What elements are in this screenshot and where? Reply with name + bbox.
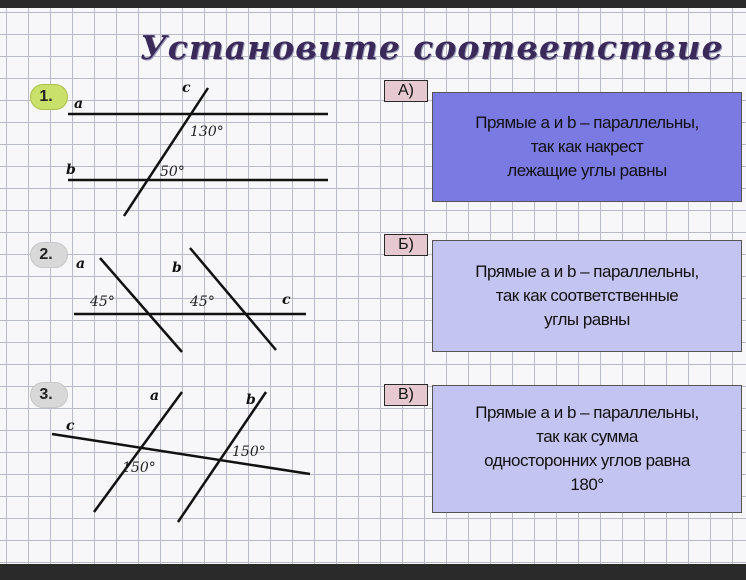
- fig2-angle-1: 45°: [90, 294, 115, 310]
- answer-a-letter: А): [384, 80, 428, 102]
- fig2-angle-2: 45°: [190, 294, 215, 310]
- figure-3: [52, 392, 310, 522]
- fig1-label-b: b: [66, 162, 76, 178]
- fig2-label-c: c: [282, 292, 291, 308]
- fig3-label-a: a: [150, 388, 160, 404]
- fig1-angle-2: 50°: [160, 164, 185, 180]
- answer-a-box: [432, 92, 742, 202]
- problem-2-number: 2.: [30, 242, 68, 268]
- fig3-angle-1: 150°: [232, 444, 266, 460]
- fig2-label-a: a: [76, 256, 86, 272]
- answer-a-text: Прямые a и b – параллельны, так как накрест лежащие углы равны: [475, 113, 699, 180]
- fig2-label-b: b: [172, 260, 182, 276]
- answer-c-letter: В): [384, 384, 428, 406]
- answer-b-letter: Б): [384, 234, 428, 256]
- figure-1: [68, 88, 328, 216]
- problem-1-number: 1.: [30, 84, 68, 110]
- answer-c-text: Прямые a и b – параллельны, так как сумма односторонних углов равна 180°: [475, 403, 699, 494]
- fig3-label-b: b: [246, 392, 256, 408]
- fig1-label-a: a: [74, 96, 84, 112]
- fig3-label-c: c: [66, 418, 75, 434]
- fig3-angle-2: 150°: [122, 460, 156, 476]
- problem-3-number: 3.: [30, 382, 68, 408]
- answer-c-box: [432, 385, 742, 513]
- fig1-label-c: c: [182, 80, 191, 96]
- answer-b-text: Прямые a и b – параллельны, так как соответственные углы равны: [475, 262, 699, 329]
- answer-b-box: [432, 240, 742, 352]
- fig1-line-c: [124, 88, 208, 216]
- fig3-line-c: [52, 434, 310, 474]
- fig1-angle-1: 130°: [190, 124, 224, 140]
- page-title: Установите соответствие: [140, 28, 724, 67]
